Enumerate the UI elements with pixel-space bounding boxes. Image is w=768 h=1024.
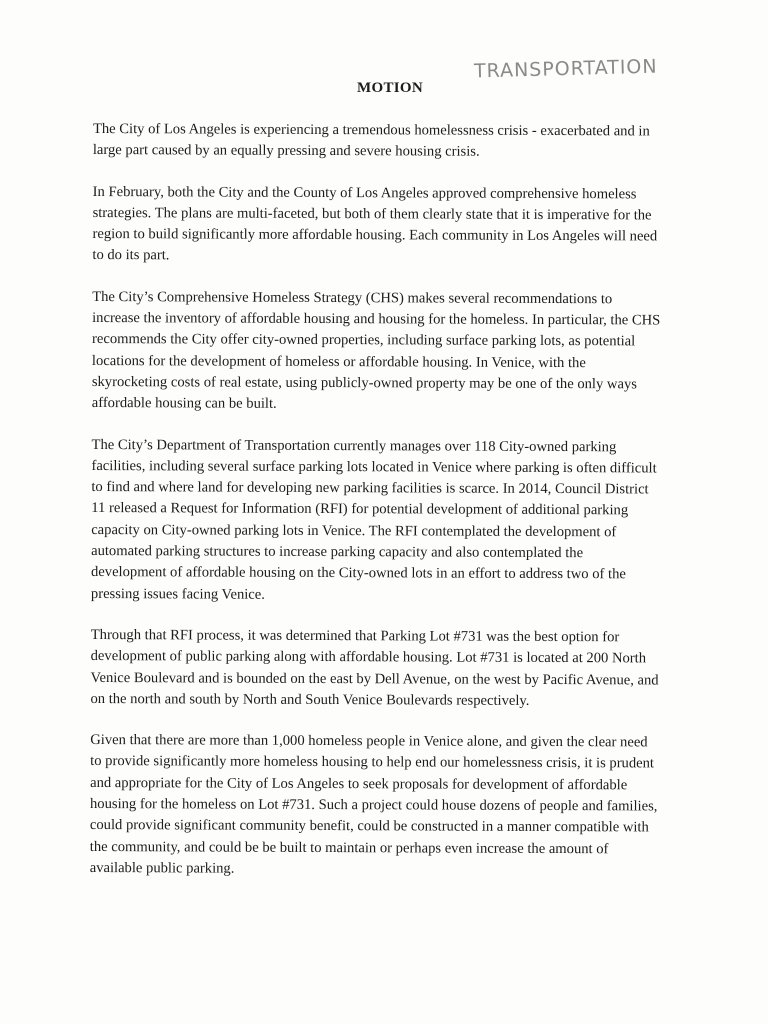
paragraph-1: The City of Los Angeles is experiencing a tremendous homelessness crisis - exacerbated and in large part caused by an equally pressing and severe housing crisis. bbox=[92, 120, 650, 160]
document-title: MOTION bbox=[357, 80, 423, 96]
transportation-stamp: TRANSPORTATION bbox=[473, 55, 658, 83]
paragraph-2: In February, both the City and the County of Los Angeles approved comprehensive homeless strategies. The plans are multi-faceted, but both of them clearly state that it is imperative for the region to build significantly more affordable housing. Each community in Los Angeles will need to do its part. bbox=[92, 183, 658, 264]
paragraph-5: Through that RFI process, it was determined that Parking Lot #731 was the best option for development of public parking along with affordable housing. Lot #731 is located at 200 North Venice Boulevard and is bounded on the east by Dell Avenue, on the west by Pacific Avenue, and on the north and south by North and South Venice Boulevards respectively. bbox=[90, 626, 659, 709]
paragraph-6: Given that there are more than 1,000 homeless people in Venice alone, and given the clear need to provide significantly more homeless housing to help end our homelessness crisis, it is prudent and appropriate for the City of Los Angeles to seek proposals for development of affordable housing for the homeless on Lot #731. Such a project could house dozens of people and families, could provide significant community benefit, could be constructed in a manner compatible with the community, and could be be built to maintain or perhaps even increase the amount of available public parking. bbox=[89, 732, 658, 877]
paragraph-4: The City’s Department of Transportation currently manages over 118 City-owned parking facilities, including several surface parking lots located in Venice where parking is often difficult to find and where land for developing new parking facilities is scarce. In 2014, Council District 11 released a Request for Information (RFI) for potential development of additional parking capacity on City-owned parking lots in Venice. The RFI contemplated the development of automated parking structures to increase parking capacity and also contemplated the development of affordable housing on the City-owned lots in an effort to address two of the pressing issues facing Venice. bbox=[90, 436, 657, 603]
document-body bbox=[90, 119, 663, 902]
paragraph-3: The City’s Comprehensive Homeless Strategy (CHS) makes several recommendations to increase the inventory of affordable housing and housing for the homeless. In particular, the CHS recommends the City offer city-owned properties, including surface parking lots, as potential locations for the development of homeless or affordable housing. In Venice, with the skyrocketing costs of real estate, using publicly-owned property may be one of the only ways affordable housing can be built. bbox=[91, 288, 661, 413]
